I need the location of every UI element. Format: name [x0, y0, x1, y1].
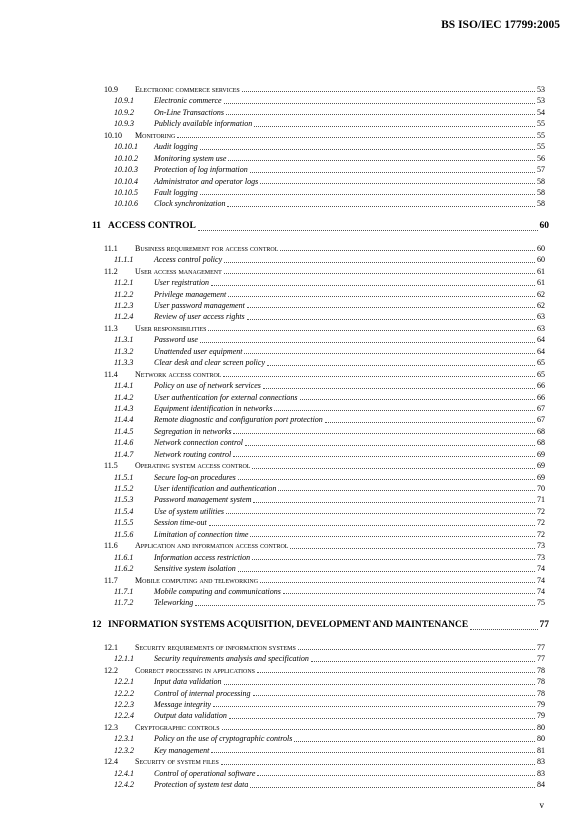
- toc-subsection-entry[interactable]: [0, 552, 580, 563]
- toc-entry-number: 11.7: [104, 575, 118, 585]
- toc-entry-number: 11.5.1: [114, 472, 134, 482]
- toc-entry-number: 11.3: [104, 323, 118, 333]
- dot-leader: [260, 582, 535, 583]
- toc-entry-title: Segregation in networks: [154, 426, 232, 436]
- toc-entry-page: 79: [537, 700, 545, 709]
- dot-leader: [245, 445, 535, 446]
- dot-leader: [470, 629, 537, 630]
- toc-entry-number: 11.4.3: [114, 403, 134, 413]
- toc-entry-number: 11.4.2: [114, 392, 134, 402]
- toc-entry-page: 55: [537, 119, 545, 129]
- toc-subsection-entry[interactable]: [0, 164, 580, 175]
- toc-entry-number: 11.5.2: [114, 484, 134, 493]
- toc-entry-title: Correct processing in applications: [135, 665, 256, 675]
- toc-subsection-entry[interactable]: [0, 699, 580, 710]
- toc-entry-title: Limitation of connection time: [154, 529, 249, 539]
- toc-entry-page: 74: [537, 586, 545, 596]
- toc-entry-title: Privilege management: [154, 289, 227, 299]
- dot-leader: [223, 376, 535, 377]
- toc-subsection-entry[interactable]: [0, 653, 580, 664]
- dot-leader: [195, 605, 535, 606]
- toc-entry-page: 83: [537, 768, 545, 778]
- toc-entry-page: 67: [537, 403, 545, 413]
- toc-chapter-entry[interactable]: [0, 618, 580, 633]
- dot-leader: [247, 307, 535, 308]
- toc-section-entry[interactable]: [0, 243, 580, 254]
- toc-entry-page: 65: [537, 369, 545, 379]
- dot-leader: [224, 262, 535, 263]
- toc-entry-title: Operating system access control: [135, 461, 251, 471]
- toc-subsection-entry[interactable]: [0, 289, 580, 300]
- toc-entry-title: Monitoring system use: [154, 153, 227, 163]
- dot-leader: [300, 399, 535, 400]
- toc-entry-page: 73: [537, 552, 545, 562]
- dot-leader: [247, 319, 535, 320]
- toc-entry-title: Policy on the use of cryptographic controls: [154, 734, 293, 744]
- toc-entry-page: 58: [537, 199, 545, 209]
- dot-leader: [250, 787, 535, 788]
- toc-subsection-entry[interactable]: [0, 449, 580, 460]
- toc-entry-title: Mobile computing and teleworking: [135, 575, 259, 585]
- toc-entry-page: 77: [537, 642, 545, 652]
- toc-entry-title: Electronic commerce services: [135, 85, 240, 94]
- toc-entry-title: Network access control: [135, 369, 222, 379]
- toc-subsection-entry[interactable]: [0, 311, 580, 322]
- toc-subsection-entry[interactable]: [0, 277, 580, 288]
- dot-leader: [209, 525, 535, 526]
- dot-leader: [260, 183, 535, 184]
- toc-entry-title: Message integrity: [154, 700, 212, 709]
- toc-entry-number: 12.4: [104, 757, 118, 767]
- toc-entry-page: 74: [537, 575, 545, 585]
- document-id-header: BS ISO/IEC 17799:2005: [441, 19, 560, 31]
- toc-entry-page: 60: [537, 243, 545, 253]
- toc-subsection-entry[interactable]: [0, 688, 580, 699]
- dot-leader: [224, 684, 535, 685]
- toc-entry-number: 12.2.1: [114, 677, 134, 687]
- toc-entry-title: Output data validation: [154, 711, 227, 721]
- toc-entry-number: 10.9.1: [114, 96, 134, 106]
- toc-entry-page: 83: [537, 757, 545, 767]
- toc-subsection-entry[interactable]: [0, 403, 580, 414]
- toc-entry-page: 62: [537, 301, 545, 310]
- toc-entry-page: 66: [537, 392, 545, 402]
- toc-entry-page: 80: [537, 734, 545, 744]
- dot-leader: [252, 468, 535, 469]
- toc-entry-title: User responsibilities: [135, 323, 207, 333]
- toc-subsection-entry[interactable]: [0, 300, 580, 311]
- toc-section-entry[interactable]: [0, 665, 580, 676]
- dot-leader: [280, 250, 535, 251]
- toc-entry-number: 12.3.2: [114, 745, 134, 755]
- toc-entry-page: 68: [537, 438, 545, 448]
- toc-entry-number: 10.10.2: [114, 153, 138, 163]
- toc-entry-number: 11.5.3: [114, 495, 134, 505]
- toc-entry-page: 81: [537, 745, 545, 755]
- toc-entry-page: 65: [537, 358, 545, 368]
- toc-entry-title: Security requirements analysis and specification: [154, 654, 309, 664]
- toc-entry-title: Information access restriction: [154, 552, 251, 562]
- toc-section-entry[interactable]: [0, 130, 580, 141]
- toc-entry-title: Remote diagnostic and configuration port protection: [154, 415, 323, 425]
- toc-subsection-entry[interactable]: [0, 357, 580, 368]
- table-of-contents: [0, 84, 580, 791]
- dot-leader: [242, 91, 535, 92]
- dot-leader: [250, 172, 535, 173]
- toc-entry-page: 79: [537, 711, 545, 721]
- toc-subsection-entry[interactable]: [0, 107, 580, 118]
- toc-subsection-entry[interactable]: [0, 346, 580, 357]
- toc-entry-page: 77: [537, 654, 545, 664]
- toc-entry-title: Control of operational software: [154, 768, 256, 778]
- toc-entry-title: Password management system: [154, 495, 252, 505]
- toc-subsection-entry[interactable]: [0, 733, 580, 744]
- dot-leader: [198, 230, 538, 231]
- toc-entry-number: 11.3.2: [114, 346, 134, 356]
- toc-entry-number: 11.6.1: [114, 552, 134, 562]
- toc-entry-number: 12.1.1: [114, 654, 134, 664]
- toc-entry-title: Security requirements of information systems: [135, 642, 296, 652]
- dot-leader: [283, 593, 535, 594]
- dot-leader: [254, 126, 535, 127]
- toc-entry-page: 64: [537, 346, 545, 356]
- toc-entry-number: 10.10.1: [114, 142, 138, 152]
- toc-entry-page: 55: [537, 130, 545, 140]
- toc-section-entry[interactable]: [0, 84, 580, 95]
- toc-entry-title: Teleworking: [154, 598, 194, 608]
- toc-subsection-entry[interactable]: [0, 380, 580, 391]
- toc-entry-number: 12.3: [104, 722, 118, 732]
- dot-leader: [226, 513, 535, 514]
- dot-leader: [208, 330, 535, 331]
- toc-entry-number: 11.5.6: [114, 529, 134, 539]
- toc-section-entry[interactable]: [0, 642, 580, 653]
- toc-entry-title: Access control policy: [154, 255, 223, 265]
- toc-entry-page: 84: [537, 780, 545, 790]
- toc-entry-number: 11.4.4: [114, 415, 134, 425]
- toc-subsection-entry[interactable]: [0, 472, 580, 483]
- dot-leader: [238, 571, 535, 572]
- toc-subsection-entry[interactable]: [0, 118, 580, 129]
- toc-entry-number: 12.2.2: [114, 688, 134, 698]
- page-number: v: [539, 800, 544, 810]
- toc-entry-page: 58: [537, 187, 545, 197]
- dot-leader: [325, 422, 535, 423]
- toc-subsection-entry[interactable]: [0, 483, 580, 494]
- toc-entry-number: 10.10.6: [114, 199, 138, 209]
- dot-leader: [213, 706, 535, 707]
- toc-subsection-entry[interactable]: [0, 95, 580, 106]
- toc-entry-number: 10.10.4: [114, 176, 138, 186]
- toc-entry-number: 12.4.1: [114, 768, 134, 778]
- toc-subsection-entry[interactable]: [0, 176, 580, 187]
- toc-entry-number: 11: [92, 220, 101, 231]
- toc-entry-number: 11.3.1: [114, 335, 134, 345]
- toc-subsection-entry[interactable]: [0, 198, 580, 209]
- dot-leader: [274, 410, 535, 411]
- toc-entry-number: 11.5: [104, 461, 118, 471]
- toc-subsection-entry[interactable]: [0, 779, 580, 790]
- toc-entry-number: 11.4: [104, 369, 118, 379]
- dot-leader: [228, 296, 535, 297]
- toc-section-entry[interactable]: [0, 575, 580, 586]
- dot-leader: [200, 149, 535, 150]
- toc-entry-number: 12.3.1: [114, 734, 134, 744]
- toc-entry-title: Clear desk and clear screen policy: [154, 358, 266, 368]
- dot-leader: [267, 365, 535, 366]
- toc-section-entry[interactable]: [0, 369, 580, 380]
- dot-leader: [253, 695, 535, 696]
- toc-entry-page: 63: [537, 323, 545, 333]
- dot-leader: [263, 388, 535, 389]
- toc-subsection-entry[interactable]: [0, 426, 580, 437]
- toc-subsection-entry[interactable]: [0, 414, 580, 425]
- toc-subsection-entry[interactable]: [0, 437, 580, 448]
- toc-entry-title: Protection of system test data: [154, 780, 249, 790]
- toc-entry-page: 74: [537, 564, 545, 574]
- toc-entry-page: 58: [537, 176, 545, 186]
- toc-entry-title: Use of system utilities: [154, 506, 224, 516]
- dot-leader: [311, 661, 535, 662]
- toc-entry-title: Review of user access rights: [154, 312, 245, 322]
- toc-entry-page: 55: [537, 142, 545, 152]
- toc-entry-page: 77: [539, 619, 549, 630]
- toc-entry-number: 11.2.3: [114, 301, 134, 310]
- dot-leader: [211, 285, 535, 286]
- toc-entry-page: 69: [537, 461, 545, 471]
- dot-leader: [200, 342, 535, 343]
- toc-subsection-entry[interactable]: [0, 141, 580, 152]
- toc-entry-number: 11.4.1: [114, 381, 134, 391]
- dot-leader: [224, 103, 535, 104]
- toc-entry-number: 11.4.5: [114, 426, 134, 436]
- toc-entry-page: 78: [537, 688, 545, 698]
- toc-entry-number: 11.5.5: [114, 518, 134, 528]
- toc-section-entry[interactable]: [0, 323, 580, 334]
- toc-entry-page: 72: [537, 518, 545, 528]
- toc-chapter-entry[interactable]: [0, 219, 580, 234]
- toc-entry-number: 10.9.2: [114, 107, 134, 117]
- dot-leader: [253, 502, 535, 503]
- dot-leader: [228, 160, 535, 161]
- toc-entry-title: On-Line Transactions: [154, 107, 225, 117]
- dot-leader: [226, 114, 535, 115]
- toc-subsection-entry[interactable]: [0, 506, 580, 517]
- dot-leader: [222, 729, 535, 730]
- toc-entry-page: 66: [537, 381, 545, 391]
- toc-entry-title: User password management: [154, 301, 245, 310]
- toc-subsection-entry[interactable]: [0, 563, 580, 574]
- toc-entry-number: 12.2.3: [114, 700, 134, 709]
- toc-entry-title: Business requirement for access control: [135, 243, 279, 253]
- toc-entry-title: Fault logging: [154, 187, 198, 197]
- toc-entry-page: 63: [537, 312, 545, 322]
- toc-subsection-entry[interactable]: [0, 334, 580, 345]
- dot-leader: [278, 490, 535, 491]
- toc-entry-title: Administrator and operator logs: [154, 176, 259, 186]
- toc-entry-title: Control of internal processing: [154, 688, 251, 698]
- dot-leader: [229, 718, 535, 719]
- toc-entry-title: Mobile computing and communications: [154, 586, 281, 596]
- toc-entry-number: 12.2.4: [114, 711, 134, 721]
- toc-entry-page: 80: [537, 722, 545, 732]
- toc-entry-page: 75: [537, 598, 545, 608]
- toc-entry-title: User identification and authentication: [154, 484, 277, 493]
- toc-entry-number: 11.2: [104, 266, 118, 276]
- toc-subsection-entry[interactable]: [0, 517, 580, 528]
- toc-entry-page: 69: [537, 472, 545, 482]
- toc-entry-title: Network connection control: [154, 438, 244, 448]
- toc-entry-page: 62: [537, 289, 545, 299]
- toc-entry-title: Application and information access control: [135, 541, 289, 551]
- toc-subsection-entry[interactable]: [0, 745, 580, 756]
- toc-entry-title: Unattended user equipment: [154, 346, 243, 356]
- toc-entry-page: 72: [537, 506, 545, 516]
- dot-leader: [211, 752, 535, 753]
- toc-subsection-entry[interactable]: [0, 494, 580, 505]
- toc-entry-title: Protection of log information: [154, 165, 248, 175]
- dot-leader: [298, 649, 535, 650]
- toc-entry-number: 12.1: [104, 642, 118, 652]
- toc-entry-title: Equipment identification in networks: [154, 403, 273, 413]
- toc-subsection-entry[interactable]: [0, 187, 580, 198]
- toc-entry-number: 12.4.2: [114, 780, 134, 790]
- toc-entry-number: 11.2.2: [114, 289, 134, 299]
- toc-entry-page: 69: [537, 449, 545, 459]
- toc-entry-title: Audit logging: [154, 142, 198, 152]
- toc-section-entry[interactable]: [0, 266, 580, 277]
- dot-leader: [244, 353, 535, 354]
- toc-entry-number: 10.10.5: [114, 187, 138, 197]
- toc-entry-page: 56: [537, 153, 545, 163]
- toc-subsection-entry[interactable]: [0, 597, 580, 608]
- toc-section-entry[interactable]: [0, 540, 580, 551]
- toc-entry-number: 11.7.2: [114, 598, 134, 608]
- toc-entry-page: 64: [537, 335, 545, 345]
- toc-entry-number: 11.6.2: [114, 564, 134, 574]
- toc-entry-number: 11.3.3: [114, 358, 134, 368]
- toc-entry-number: 12: [92, 619, 102, 630]
- toc-entry-title: User access management: [135, 266, 222, 276]
- toc-entry-title: Policy on use of network services: [154, 381, 261, 391]
- toc-entry-number: 10.10: [104, 130, 122, 140]
- toc-entry-page: 78: [537, 665, 545, 675]
- toc-entry-number: 10.9: [104, 85, 118, 94]
- toc-entry-page: 54: [537, 107, 545, 117]
- toc-entry-page: 78: [537, 677, 545, 687]
- toc-entry-number: 11.5.4: [114, 506, 134, 516]
- toc-entry-title: User registration: [154, 278, 210, 288]
- toc-entry-page: 53: [537, 96, 545, 106]
- toc-subsection-entry[interactable]: [0, 676, 580, 687]
- dot-leader: [233, 456, 535, 457]
- toc-section-entry[interactable]: [0, 756, 580, 767]
- toc-entry-title: Key management: [154, 745, 210, 755]
- toc-entry-number: 11.6: [104, 541, 118, 551]
- toc-entry-page: 57: [537, 165, 545, 175]
- toc-entry-number: 11.4.7: [114, 449, 134, 459]
- toc-entry-page: 53: [537, 85, 545, 94]
- toc-entry-title: Monitoring: [135, 130, 176, 140]
- toc-entry-number: 11.1.1: [114, 255, 134, 265]
- toc-subsection-entry[interactable]: [0, 710, 580, 721]
- dot-leader: [233, 433, 535, 434]
- dot-leader: [257, 775, 535, 776]
- dot-leader: [294, 741, 535, 742]
- toc-entry-number: 11.1: [104, 243, 118, 253]
- toc-subsection-entry[interactable]: [0, 529, 580, 540]
- dot-leader: [200, 194, 535, 195]
- toc-entry-title: Electronic commerce: [154, 96, 222, 106]
- toc-entry-page: 60: [539, 220, 549, 231]
- toc-subsection-entry[interactable]: [0, 254, 580, 265]
- toc-entry-number: 10.9.3: [114, 119, 134, 129]
- dot-leader: [227, 206, 535, 207]
- toc-entry-number: 11.4.6: [114, 438, 134, 448]
- toc-subsection-entry[interactable]: [0, 768, 580, 779]
- toc-subsection-entry[interactable]: [0, 586, 580, 597]
- toc-entry-page: 70: [537, 484, 545, 493]
- toc-entry-title: Network routing control: [154, 449, 232, 459]
- toc-entry-page: 73: [537, 541, 545, 551]
- dot-leader: [177, 137, 535, 138]
- dot-leader: [238, 479, 535, 480]
- toc-entry-number: 11.7.1: [114, 586, 134, 596]
- dot-leader: [290, 548, 535, 549]
- toc-entry-title: Input data validation: [154, 677, 222, 687]
- toc-entry-title: User authentication for external connections: [154, 392, 298, 402]
- toc-entry-title: Clock synchronization: [154, 199, 226, 209]
- toc-entry-page: 72: [537, 529, 545, 539]
- dot-leader: [252, 559, 535, 560]
- toc-section-entry[interactable]: [0, 460, 580, 471]
- toc-entry-title: Session time-out: [154, 518, 207, 528]
- dot-leader: [250, 536, 535, 537]
- dot-leader: [224, 273, 535, 274]
- dot-leader: [257, 672, 535, 673]
- toc-entry-title: Security of system files: [135, 757, 219, 767]
- toc-entry-title: Secure log-on procedures: [154, 472, 236, 482]
- toc-entry-title: INFORMATION SYSTEMS ACQUISITION, DEVELOPMENT AND MAINTENANCE: [108, 619, 469, 630]
- toc-subsection-entry[interactable]: [0, 392, 580, 403]
- dot-leader: [221, 764, 535, 765]
- toc-entry-title: Publicly available information: [154, 119, 253, 129]
- toc-entry-number: 11.2.4: [114, 312, 134, 322]
- toc-entry-page: 68: [537, 426, 545, 436]
- toc-entry-title: Cryptographic controls: [135, 722, 220, 732]
- toc-section-entry[interactable]: [0, 722, 580, 733]
- toc-entry-number: 12.2: [104, 665, 118, 675]
- toc-entry-page: 60: [537, 255, 545, 265]
- toc-entry-title: ACCESS CONTROL: [108, 220, 196, 231]
- toc-entry-page: 61: [537, 266, 545, 276]
- toc-entry-title: Sensitive system isolation: [154, 564, 236, 574]
- toc-entry-number: 11.2.1: [114, 278, 134, 288]
- toc-subsection-entry[interactable]: [0, 153, 580, 164]
- toc-entry-page: 67: [537, 415, 545, 425]
- toc-entry-title: Password use: [154, 335, 198, 345]
- toc-entry-number: 10.10.3: [114, 165, 138, 175]
- toc-entry-page: 71: [537, 495, 545, 505]
- toc-entry-page: 61: [537, 278, 545, 288]
